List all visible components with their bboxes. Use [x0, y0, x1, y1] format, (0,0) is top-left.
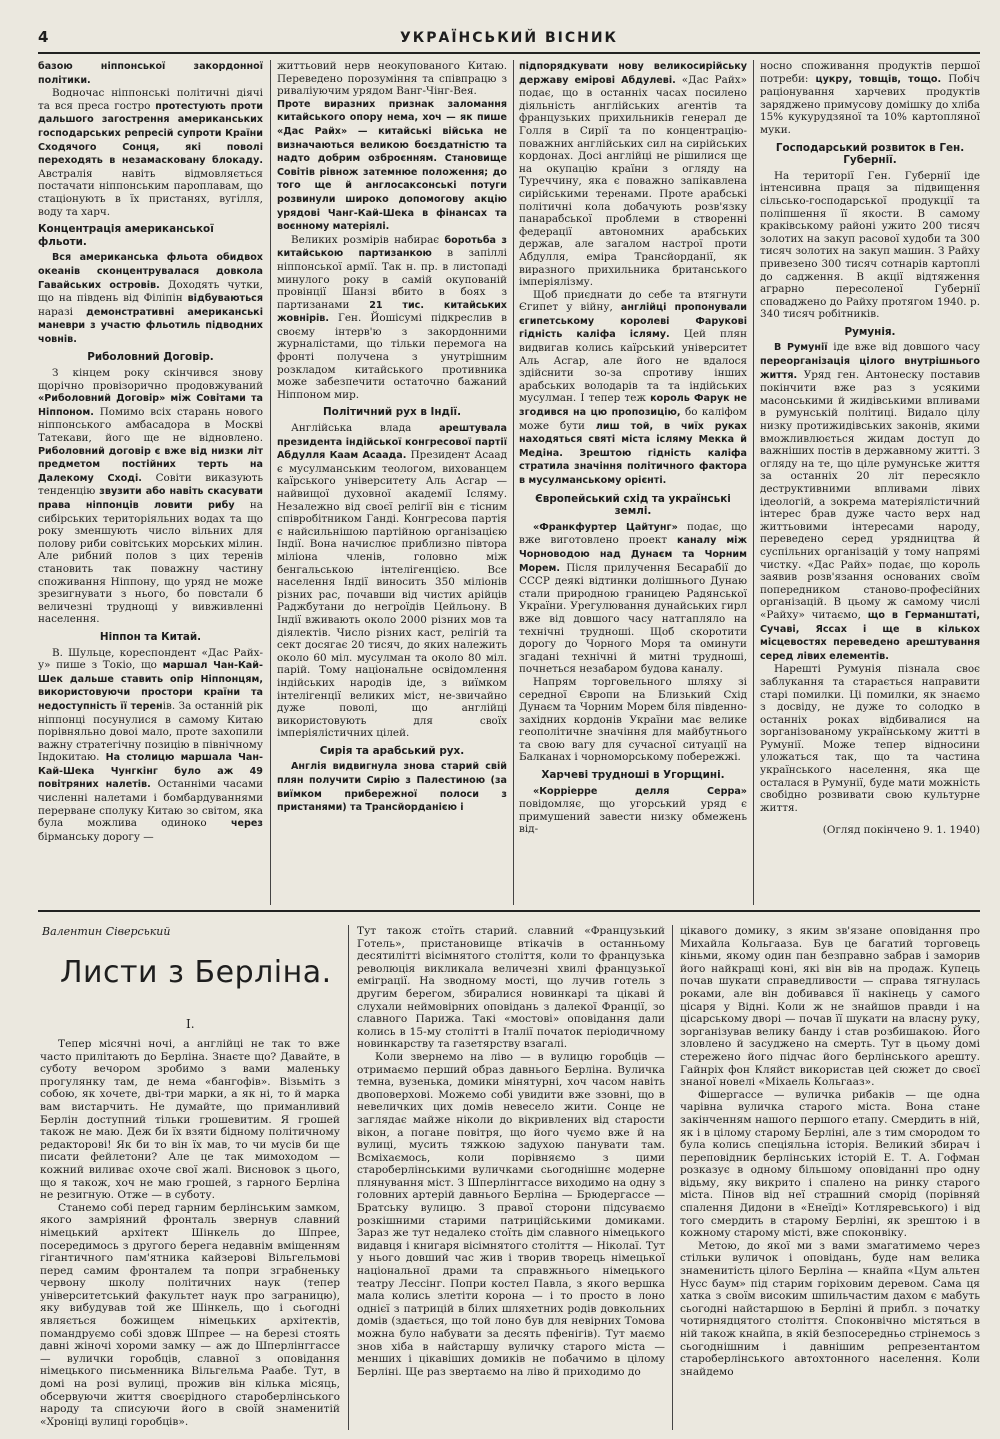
paragraph: «Франкфуртер Цайтунг» подає, що вже виготовлено проект каналу між Чорноводою над Дунаєм та Чорним Морем. Після прилучення Бесарабії до СССР деякі відтинки долішнього Дунаю стали природною границею Радянської України. Урегулювання дунайських гирл вже від довшого часу натгапляло на технічні трудноші. Щоб скоротити дорогу до Чорного Моря та оминути згадані технічні й митні трудноші, почнеться незабаром будова каналу. [519, 520, 747, 676]
paragraph: В Румунії іде вже від довшого часу переорганізація цілого внутрішнього життя. Уряд ген. Антонеску поставив покінчити вже раз з усякими масонськими й жидівськими впливами в румунській політиці. Видало цілу низку протижидівських законів, якими вможливлюється жидам доступ до важніших постів в державному житті. З огляду на те, що ціле румунське життя за останніх 20 літ пересякло деструктивними впливами лівих ідеологій, а зокрема матеріялістичний інтерес брав дуже часто верх над життьовими інтересами народу, переведено серед урядництва й суспільних організацій у тому напрямі чистку. «Дас Райх» подає, що король заявив розв'язання основаних своїм попередником становo-професійних організацій. В цьому ж самому числі «Райху» читаємо, що в Германштаті, Сучаві, Яссах і ще в кількох місцевостях переведено арештування серед лівих елементів. [760, 341, 980, 662]
column-divider [672, 925, 673, 1430]
section-heading: Концентрація американської фльоти. [38, 223, 214, 248]
paragraph: З кінцем року скінчився знову щорічно провізорично продовжуваний «Риболовний Договір» між Совітами та Ніппоном. Помимо всіх старань нового ніппонського амбасадора в Москві Татекави, його ще не відновлено. Риболовний договір є вже від низки літ предметом постійних терть на Далекому Сході. Совіти виказують тенденцію звузити або навіть скасувати права ніппонців ловити рибу на сибірських територіяльних водах та що року зменшують число вільних для полову риби совітських морських мілин. Але рибний полов з цих теренів становить так поважну частину споживання Ніппону, що уряд не може зрезигнувати з нього, бо повстали б величезні труднощі у вивживленні населення. [38, 367, 263, 626]
article-paragraph: цікавого домику, з яким зв'язане оповідання про Михайла Кольгааза. Був це багатий торговець кіньми, якому один пан безправно забрав і заморив його найкращі коні, які він вів на продаж. Купець почав шукати справедливости — справа тягнулась роками, але він добивався її накінець у самого цісаря у Відні. Коли ж не знайшов правди і на цісарському дворі — почав її шукати на власну руку, зорганізував велику банду і став розбишакою. Його зловлено й засуджено на смерть. Тут в цьому домі стережено його підчас його берлінського арешту. Гайнріх фон Кляйст використав цей сюжет до своєї знаної новелі «Міхаель Кольгаaз». [680, 925, 980, 1089]
paragraph: Великих розмірів набирає боротьба з китайською партизанкою в запіллі ніппонської армії. Так н. пр. в листопаді минулого року в самій окупованій провінції Шанзі вбито в боях з партизанами 21 тис. китайських жовнірів. Ген. Йошісумі підкреслив в своєму інтерв'ю з закордонними журналістами, що тільки перемога на фронті получена з унутрішним розкладом китайського противника може забезпечити остаточно бажаний Ніппоном мир. [277, 233, 507, 401]
paragraph: Нарешті Румунія пізнала своє заблукання та старається направити старі помилки. Ці помилки, як знаємо з досвіду, не дуже то солодко в останніх роках відбивалися на зорганізованому українському житті в Румунії. Може тепер відносини уложаться так, що та частина українського населення, яка ще осталася в Румунії, буде мати можність свобідно розвивати свою культурне життя. [760, 663, 980, 814]
article-column-3 [680, 925, 980, 1430]
paragraph: Щоб приєднати до себе та втягнути Єгипет у війну, англійці пропонували єгипетському королеві Фарукові гідність каліфа ісляму. Цей плян видвигав колись каїрський університет Аль Асгар, але його не вдалося здійснити зо-за спротиву інших арабських володарів та та індійських мусулман. І тепер теж король Фарук не згодився на цю пропозицію, бо каліфом може бути лиш той, в чиїх руках находяться святі міста ісляму Мекка й Медіна. Зрештою гідність каліфа стратила значіння політичного фактора в мусулманському орієнті. [519, 288, 747, 486]
article-paragraph: Тепер місячні ночі, а англійці не так то вже часто прилітають до Берліна. Знаєте що? Давайте, в суботу вечором зробимо з вами маленьку прогулянку там, де нема «бангофів». Візьміть з собою, як хочете, дві-три марки, а як ні, то й марка вам вистарчить. Не думайте, що приманливий Берлін доступний тільки грошевитим. Я грошей також не маю. Деж би їх взяти бідному політичному редакторові! Як би то він їх мав, то чи мусів би ще писати фейлетони? Але це так мимоходом — кожний виливає охоче свої жалі. Висновок з цього, що я також, хоч не маю грошей, з гарного Берліна не резигную. Отже — в суботу. [40, 1038, 340, 1202]
section-heading: Сирія та арабський рух. [319, 744, 465, 757]
article-paragraph: Коли звернемо на ліво — в вулицю горобців — отримаємо перший образ давнього Берліна. Вуличка темна, вузенька, домики мінятурні, хоч часом навіть двоповерхові. Можемо собі увидити вже ззовні, що в невеличких цих домів невесело жити. Сонце не заглядає майже ніколи до вікривлених від старости вікон, а погане повітря, що його чуємо вже й на вулиці, мусить тяжкою задухою панувати там. Всміхаємось, коли порівняємо з цими старoберлінськими вуличками сьогоднішнє модерне плянування міст. З Шперлінггассе виходимо на одну з головних артерій давнього Берліна — Брюдергассе — Братську вулицю. З правої сторони підсуваємо розкішними старими патриційськими домиками. Зараз же тут недалеко стоїть дім славного німецького видавця і книгаря вісімнятого століття — Ніколаї. Тут у нього довший час жив і творив творець німецької національної драми та справжнього німецького театру Лессінг. Попри костел Павла, з якого вершка мала колись злетіти корона — і то просто в лоно однієї з патрицій в білих шляхетних родів довкольних домів (здається, що той лоно був для невірних Томова можна було набувати за десять пфенігів). Тут маємо знов хіба в найстаршу вуличку старого міста — менших і цікавіших домиків не побачимо в цілому Берліні. Ще раз звертаємо на ліво й приходимо до [357, 1050, 665, 1378]
paragraph: Англія видвигнула знова старий свій плян получити Сирію з Палестиною (за виїмком прибережної полоси з пристанями) та Трансйорданією і [277, 761, 507, 814]
article-column-1 [40, 1038, 340, 1428]
paragraph: базою ніппонської закордонної політики. [38, 61, 263, 86]
article-paragraph: Станемо собі перед гарним берлінським замком, якого замріяний фронталь звернув славний німецький архітект Шінкель до Шпрее, посередимось з другого берега недавнім вміщенням гігантичного пам'ятника кайзерові Вільгельмові перед самим фронталем та попри зграбненьку червону школу політичних наук (тепер університетський факультет наук про заграницю), яку вибудував той же Шінкель, що і сьогодні являється божищем німецьких архітектів, помандруємо собі здовж Шпрее — на березі стоять давні жіночі хороми замку — аж до Шперлінггассе — вулички горобців, славної з оповідання німецького письменника Вільгельма Раабе. Тут, в домі на розі вулиці, прожив він кілька місяць, обсервуючи життя своєрідного старoберлінського народу та списуючи його в своїй знаменитій «Хроніці вулиці горобців». [40, 1201, 340, 1428]
section-heading: Європейський схід та українські землі. [535, 492, 731, 518]
article-author: Валентин Сіверський [42, 925, 171, 938]
article-section-number: I. [186, 1017, 195, 1031]
page-number: 4 [38, 28, 49, 46]
paragraph: «Корріерре делля Серра» повідомляє, що угорський уряд є примушений завести низку обмежень від- [519, 785, 747, 836]
paragraph: В. Шульце, кореспондент «Дас Райх-у» пише з Токіо, що маршал Чан-Кай-Шек дальше ставить опір Ніппонцям, використовуючи простори країни та недоступність її теренів. За останній рік ніппонці посунулися в самому Китаю порівняльно довоі мало, проте захопили важну стратегічну позицію в північному Індокитаю. На столицю маршала Чан-Кай-Шека Чунгкінг було аж 49 повітряних налетів. Останніми часами численні налетами і бомбардуваннями перерване сполуку Китаю зо світом, яка була можлива одиноко через бірманську дорогу — [38, 646, 263, 843]
section-heading: Ніппон та Китай. [99, 630, 202, 643]
header-rule [38, 52, 980, 54]
news-column-4 [760, 60, 980, 905]
paragraph: Водночас ніппонські політичні діячі та вся преса гостро протестують проти дальшого загострення американських господарських репресій супроти Країни Сходячого Сонця, які поволі переходять в незамасковану блокаду. Австралія навіть відмовляється постачати ніппонським пароплавам, що стаціонують в їх пристанях, вугілля, воду та харч. [38, 87, 263, 218]
column-divider [753, 60, 754, 905]
column-divider [270, 60, 271, 905]
news-column-1 [38, 60, 263, 905]
section-heading: Господарський розвиток в Ген. Губернії. [775, 141, 965, 167]
paragraph: носно споживання продуктів першої потреби: цукру, товщів, тощо. Побіч раціонування харчевих продуктів зарядженo примусову домішку до хліба 15% кукурудзяної та 10% картопляної муки. [760, 60, 980, 136]
article-paragraph: Метою, до якої ми з вами змагатимемо через стільки вуличок і оповідань, буде нам велика знаменитість цілого Берліна — кнайпа «Цум альтен Нусс баум» під старим горіховим деревом. Сама ця хатка з своїм високим шпильчастим дахом є мабуть сьогодні найстаршою в Берліні й прибл. з початку чотирнядцятого століття. Споконвічно містяться в ній також кнайпа, в якій безпосередньо стрінемось з сьогоднішним і давнішим репрезентантом старoберлінського автохтонного населення. Коли знайдемо [680, 1239, 980, 1378]
article-title: Листи з Берліна. [60, 955, 332, 990]
paragraph: Напрям торговельного шляху зі середної Європи на Близький Схід Дунаєм та Чорним Морем біля південно-західних кордонів України має велике геополітичне значіння для майбутнього та свою вагу для сучасної ситуації на Балканах і чорноморському побережжі. [519, 675, 747, 764]
paragraph: Проте виразних признак заломання китайського опору нема, хоч — як пише «Дас Райх» — китайські війська не визначаються великою боєздатністю та надто добрим озброєнням. Становище Совітів рівнож затемнюе положення; до того ще й англосаксонські потуги розвинули широко допомогову акцію урядові Чанг-Кай-Шека в фінансах та воєнному матеріялі. [277, 98, 507, 233]
section-heading: Харчеві трудноші в Угорщині. [541, 769, 725, 782]
column-divider [348, 925, 349, 1430]
paragraph: На території Ген. Губернії іде інтенсивна праця за підвищення сільсько-господарської продукції та поліпшення її якости. В самому краківському районі ужито 200 тисяч золотих на закуп расової худоби та 300 тисяч золотих на закуп машин. З Райху привезено 300 тисяч сотнарів картоплі до садження. В акції відтяження аграрно пересоленої Губернії споваджено до Райху протягом 1940. р. 340 тисяч робітників. [760, 169, 980, 321]
article-column-2 [357, 925, 665, 1430]
paragraph: Англійська влада арештувала президента індійської конгресової партії Абдулля Каам Асаада. Президент Асаад є мусулманським теологом, вихованцем каїрського університету Аль Асгар — найвищої духовної академії Ісляму. Незалежно від своєї релігії він є тісним співробітником Ганді. Конгресова партія є найсильнішою партійною організацією Індії. Вона начислює приблизно півтора міліона членів, головно між бенгальською інтелігенцією. Все населення Індії виносить 350 міліонів різних рас, почавши від чистих арійців Раджбутани до негроїдів Цейльону. В Індії вживають около 2000 різних мов та діялектів. Число різних каст, релігій та сект досягає 20 тисяч, до яких належить около 60 міл. мусулман та около 80 міл. парій. Тому національне освідомлення індійських народів іде, з виїмком інтелігенції великих міст, не-звичайно дуже поволі, що англійці використовують для своїх імперіялістичних цілей. [277, 422, 507, 740]
article-paragraph: Тут також стоїть старий. славний «Французький Готель», пристановище втікачів в останньому десятилітті вісімнятого століття, коли то французька революція викликала величезні хвилі французької еміграції. На зводному мості, що лучив готель з другим берегом, збиралися новинкарі та цікаві й слухали неймовірних оповідань з далекої Франції, зо славного Парижа. Такі «мостові» оповідання дали колись в 15-му столітті в Італії початок періодичному новинкарству та газетярству взагалі. [357, 925, 665, 1051]
section-heading: Румунія. [844, 325, 896, 338]
column-divider [513, 60, 514, 905]
section-heading: Риболовний Договір. [87, 351, 214, 364]
paragraph: підпорядкувати нову великосирійську державу емірові Абдулеві. «Дас Райх» подає, що в останніх часах посилено діяльність англійських агентів та французьких прихильників генерал де Голля в Сирії та по концентрацію-поважних англійських сил на сирійських кордонах. Досі англійці не рішилися ще на окупацію країни з огляду на Туреччину, яка є поважно запікавлена сирійськими теренами. Проте арабські політичні кола добачують розв'язку панарабської проблеми в створенні федерації автономних арабських держав, але загалом настрої проти Абдулля, еміра Трансйорданії, як виразного прихильника британського імперіялізму. [519, 61, 747, 289]
paragraph: життьовий нерв неокупованого Китаю. Переведено порозуміння та співпрацю з риваліуючим урядом Ванг-Чінг-Вея. [277, 60, 507, 98]
page-header [38, 28, 980, 50]
section-heading: Політичний рух в Індії. [322, 406, 462, 419]
signature-line: (Огляд покінчено 9. 1. 1940) [822, 824, 980, 837]
news-column-3 [519, 60, 747, 905]
section-rule [38, 910, 980, 912]
paragraph: Вся американська фльота обидвох океанів сконцентрувалася довкола Гавайських островів. Доходять чутки, що на південь від Філіпін відбуваються наразі демонстративні американські маневри з участю фльотиль підводних човнів. [38, 252, 263, 345]
news-column-2 [277, 60, 507, 905]
newspaper-title: УКРАЇНСЬКИЙ ВІСНИК [400, 30, 618, 46]
article-paragraph: Фішергассе — вуличка рибаків — ще одна чарівна вуличка старого міста. Вона стане закінченням нашого першого етапу. Смердить в ній, як і в цілому старому Берліні, але з тим смородом то була колись спеціяльна історія. Великий збирач і переповідник берлінських історій Е. Т. А. Гофман розказує в одному більшому оповіданні про одну відьму, яку викрито і спалено на ринку старого міста. Пінов від неї страшний сморід (порівняй спалення Дидони в «Енеїді» Котляревського) і від того смердить в старому Берліні, як зрештою і в кожному старому місті, вже споконвіку. [680, 1088, 980, 1240]
